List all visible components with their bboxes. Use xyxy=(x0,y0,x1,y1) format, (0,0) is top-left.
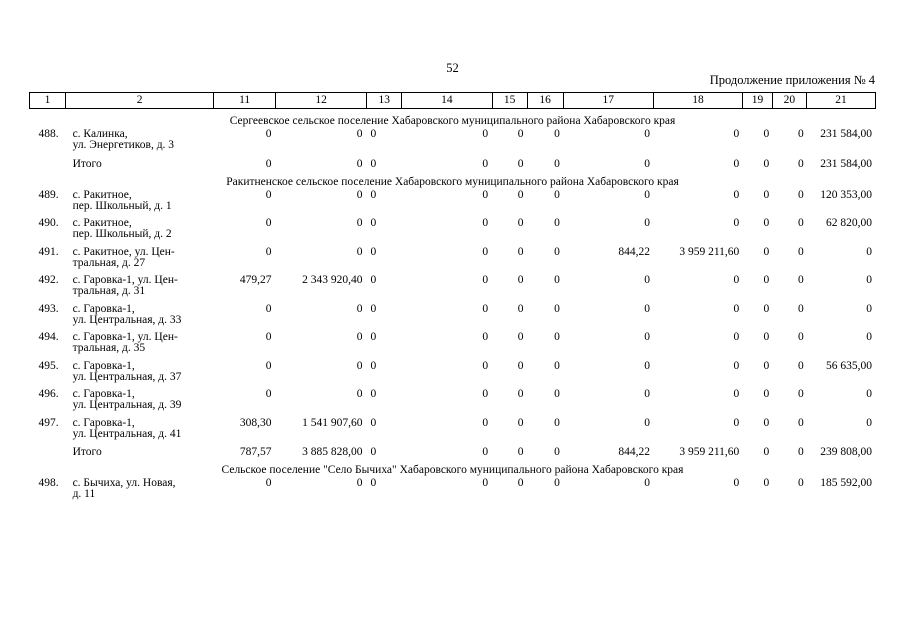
row-number xyxy=(29,447,66,462)
address-cell xyxy=(66,478,214,507)
total-cell-15: 0 xyxy=(517,446,524,458)
value-cell-14: 0 xyxy=(482,245,489,258)
row-number: 493. xyxy=(38,302,59,315)
value-cell-15: 0 xyxy=(517,477,524,489)
total-cell-19: 0 xyxy=(763,157,770,170)
table-row xyxy=(29,389,876,418)
table-row xyxy=(29,332,876,361)
column-header-15: 15 xyxy=(493,93,528,108)
address-line-2: ул. Центральная, д. 37 xyxy=(72,370,182,383)
value-cell-19: 0 xyxy=(763,274,770,286)
total-cell-14: 0 xyxy=(482,446,489,458)
value-cell-11: 0 xyxy=(265,217,272,229)
value-cell-14: 0 xyxy=(482,388,489,400)
row-number: 496. xyxy=(38,388,59,400)
address-line-1: с. Ракитное, xyxy=(72,217,132,229)
value-cell-16: 0 xyxy=(554,188,560,201)
value-cell-18: 0 xyxy=(733,388,740,400)
section-title: Сергеевское сельское поселение Хабаровского муниципального района Хабаровского края xyxy=(229,115,676,127)
address-line-1: с. Ракитное, xyxy=(72,188,132,201)
value-cell-16: 0 xyxy=(554,302,560,315)
address-cell xyxy=(66,389,214,418)
value-cell-13: 0 xyxy=(370,359,377,372)
value-cell-13: 0 xyxy=(370,331,377,343)
value-cell-12: 2 343 920,40 xyxy=(302,274,363,286)
value-cell-15: 0 xyxy=(517,217,524,229)
value-cell-13: 0 xyxy=(370,274,377,286)
table-row xyxy=(29,190,876,219)
section-title: Сельское поселение "Село Бычиха" Хабаровского муниципального района Хабаровского края xyxy=(221,464,684,476)
value-cell-20: 0 xyxy=(797,388,804,400)
value-cell-16: 0 xyxy=(554,128,560,140)
value-cell-13: 0 xyxy=(370,217,377,229)
address-line-2: тральная, д. 31 xyxy=(72,285,146,297)
value-cell-15: 0 xyxy=(517,388,524,400)
address-cell xyxy=(66,247,214,276)
column-header-19: 19 xyxy=(743,93,773,108)
row-number xyxy=(29,159,66,174)
value-cell-15: 0 xyxy=(517,359,524,372)
value-cell-12: 1 541 907,60 xyxy=(302,416,363,429)
section-title: Ракитненское сельское поселение Хабаровского муниципального района Хабаровского края xyxy=(226,175,679,188)
value-cell-14: 0 xyxy=(482,188,489,201)
table-row xyxy=(29,247,876,276)
table-row xyxy=(29,361,876,390)
value-cell-20: 0 xyxy=(797,188,804,201)
value-cell-19: 0 xyxy=(763,388,770,400)
address-line-2: пер. Школьный, д. 2 xyxy=(72,228,172,240)
value-cell-12: 0 xyxy=(356,331,363,343)
value-cell-12: 0 xyxy=(356,245,363,258)
value-cell-16: 0 xyxy=(554,359,560,372)
value-cell-18: 0 xyxy=(733,477,740,489)
value-cell-14: 0 xyxy=(482,302,489,315)
value-cell-20: 0 xyxy=(797,477,804,489)
address-line-1: с. Гаровка-1, xyxy=(72,359,135,372)
value-cell-12: 0 xyxy=(356,359,363,372)
address-line-1: с. Гаровка-1, xyxy=(72,388,135,400)
value-cell-21: 0 xyxy=(866,274,872,286)
value-cell-19: 0 xyxy=(763,128,770,140)
value-cell-19: 0 xyxy=(763,359,770,372)
value-cell-17: 0 xyxy=(644,217,651,229)
appendix-note: Продолжение приложения № 4 xyxy=(709,73,875,87)
value-cell-20: 0 xyxy=(797,128,804,140)
address-line-2: ул. Центральная, д. 41 xyxy=(72,427,182,440)
value-cell-19: 0 xyxy=(763,416,770,429)
address-line-2: пер. Школьный, д. 1 xyxy=(72,199,172,212)
value-cell-12: 0 xyxy=(356,302,363,315)
table-row xyxy=(29,275,876,304)
total-row xyxy=(29,159,876,174)
address-cell xyxy=(66,218,214,247)
value-cell-14: 0 xyxy=(482,274,489,286)
value-cell-21: 56 635,00 xyxy=(825,359,872,372)
table-row xyxy=(29,129,876,158)
value-cell-15: 0 xyxy=(517,274,524,286)
value-cell-18: 0 xyxy=(733,217,740,229)
value-cell-14: 0 xyxy=(482,331,489,343)
total-cell-21: 231 584,00 xyxy=(820,157,872,170)
value-cell-17: 844,22 xyxy=(618,245,651,258)
total-cell-14: 0 xyxy=(482,157,489,170)
value-cell-14: 0 xyxy=(482,359,489,372)
address-line-1: с. Гаровка-1, xyxy=(72,302,135,315)
value-cell-18: 0 xyxy=(733,188,740,201)
value-cell-13: 0 xyxy=(370,128,377,140)
column-header-18: 18 xyxy=(654,93,743,108)
value-cell-21: 185 592,00 xyxy=(820,477,872,489)
column-header-20: 20 xyxy=(773,93,807,108)
value-cell-18: 0 xyxy=(733,302,740,315)
column-header-2: 2 xyxy=(66,93,214,108)
value-cell-13: 0 xyxy=(370,477,377,489)
value-cell-13: 0 xyxy=(370,416,377,429)
total-cell-18: 3 959 211,60 xyxy=(679,446,740,458)
value-cell-16: 0 xyxy=(554,274,560,286)
column-header-17: 17 xyxy=(564,93,654,108)
value-cell-21: 120 353,00 xyxy=(820,188,872,201)
address-line-2: д. 11 xyxy=(72,488,96,500)
row-number: 488. xyxy=(38,128,59,140)
value-cell-16: 0 xyxy=(554,217,560,229)
total-cell-17: 844,22 xyxy=(618,446,651,458)
value-cell-11: 0 xyxy=(265,128,272,140)
value-cell-16: 0 xyxy=(554,245,560,258)
value-cell-21: 62 820,00 xyxy=(825,217,872,229)
page-number: 52 xyxy=(446,61,459,75)
value-cell-21: 231 584,00 xyxy=(820,128,872,140)
column-header-12: 12 xyxy=(276,93,367,108)
column-header-1: 1 xyxy=(30,93,66,108)
total-cell-11: 0 xyxy=(265,157,272,170)
total-cell-11: 787,57 xyxy=(239,446,272,458)
address-cell xyxy=(66,418,214,447)
value-cell-17: 0 xyxy=(644,274,651,286)
row-number: 498. xyxy=(38,477,59,489)
value-cell-21: 0 xyxy=(866,388,872,400)
value-cell-14: 0 xyxy=(482,217,489,229)
total-cell-15: 0 xyxy=(517,157,524,170)
value-cell-20: 0 xyxy=(797,359,804,372)
value-cell-12: 0 xyxy=(356,188,363,201)
value-cell-12: 0 xyxy=(356,477,363,489)
address-line-1: с. Гаровка-1, ул. Цен- xyxy=(72,331,178,343)
column-header-14: 14 xyxy=(402,93,492,108)
value-cell-13: 0 xyxy=(370,245,377,258)
value-cell-15: 0 xyxy=(517,128,524,140)
value-cell-17: 0 xyxy=(644,188,651,201)
value-cell-21: 0 xyxy=(866,416,872,429)
address-line-2: тральная, д. 35 xyxy=(72,342,146,354)
address-cell xyxy=(66,304,214,333)
value-cell-11: 0 xyxy=(265,245,272,258)
table-header-row xyxy=(29,92,876,109)
value-cell-19: 0 xyxy=(763,477,770,489)
total-cell-13: 0 xyxy=(370,157,377,170)
value-cell-12: 0 xyxy=(356,217,363,229)
row-number: 489. xyxy=(38,188,59,201)
value-cell-13: 0 xyxy=(370,188,377,201)
total-row xyxy=(29,447,876,462)
table-row xyxy=(29,218,876,247)
table-row xyxy=(29,478,876,507)
value-cell-11: 0 xyxy=(265,359,272,372)
column-header-11: 11 xyxy=(214,93,276,108)
total-cell-13: 0 xyxy=(370,446,377,458)
value-cell-18: 0 xyxy=(733,274,740,286)
row-number: 490. xyxy=(38,217,59,229)
address-cell xyxy=(66,129,214,158)
value-cell-15: 0 xyxy=(517,245,524,258)
address-line-1: с. Гаровка-1, ул. Цен- xyxy=(72,274,178,286)
value-cell-15: 0 xyxy=(517,302,524,315)
total-cell-21: 239 808,00 xyxy=(820,446,872,458)
value-cell-11: 308,30 xyxy=(239,416,272,429)
address-line-2: тральная, д. 27 xyxy=(72,256,146,269)
value-cell-20: 0 xyxy=(797,331,804,343)
value-cell-21: 0 xyxy=(866,331,872,343)
total-cell-16: 0 xyxy=(554,157,560,170)
value-cell-20: 0 xyxy=(797,245,804,258)
row-number: 492. xyxy=(38,274,59,286)
total-label: Итого xyxy=(72,446,102,458)
value-cell-11: 479,27 xyxy=(239,274,272,286)
value-cell-15: 0 xyxy=(517,331,524,343)
value-cell-16: 0 xyxy=(554,477,560,489)
address-cell xyxy=(66,275,214,304)
value-cell-18: 0 xyxy=(733,416,740,429)
total-cell-17: 0 xyxy=(644,157,651,170)
row-number: 494. xyxy=(38,331,59,343)
row-number: 497. xyxy=(38,416,59,429)
total-cell-20: 0 xyxy=(797,157,804,170)
value-cell-16: 0 xyxy=(554,416,560,429)
value-cell-21: 0 xyxy=(866,302,872,315)
total-cell-18: 0 xyxy=(733,157,740,170)
value-cell-17: 0 xyxy=(644,302,651,315)
address-cell xyxy=(66,190,214,219)
total-cell-16: 0 xyxy=(554,446,560,458)
value-cell-17: 0 xyxy=(644,331,651,343)
value-cell-20: 0 xyxy=(797,274,804,286)
row-number: 491. xyxy=(38,245,59,258)
value-cell-19: 0 xyxy=(763,188,770,201)
value-cell-17: 0 xyxy=(644,416,651,429)
value-cell-11: 0 xyxy=(265,388,272,400)
total-cell-20: 0 xyxy=(797,446,804,458)
value-cell-12: 0 xyxy=(356,128,363,140)
value-cell-16: 0 xyxy=(554,388,560,400)
address-line-1: с. Бычиха, ул. Новая, xyxy=(72,477,176,489)
value-cell-13: 0 xyxy=(370,388,377,400)
address-line-1: с. Гаровка-1, xyxy=(72,416,135,429)
value-cell-12: 0 xyxy=(356,388,363,400)
value-cell-18: 0 xyxy=(733,331,740,343)
value-cell-18: 0 xyxy=(733,128,740,140)
address-line-2: ул. Энергетиков, д. 3 xyxy=(72,139,175,151)
value-cell-14: 0 xyxy=(482,128,489,140)
value-cell-17: 0 xyxy=(644,388,651,400)
column-header-21: 21 xyxy=(835,94,847,106)
value-cell-19: 0 xyxy=(763,217,770,229)
total-cell-12: 3 885 828,00 xyxy=(302,446,363,458)
address-line-2: ул. Центральная, д. 33 xyxy=(72,313,182,326)
value-cell-19: 0 xyxy=(763,245,770,258)
value-cell-11: 0 xyxy=(265,331,272,343)
total-cell-12: 0 xyxy=(356,157,363,170)
value-cell-11: 0 xyxy=(265,477,272,489)
value-cell-17: 0 xyxy=(644,128,651,140)
value-cell-18: 3 959 211,60 xyxy=(679,245,740,258)
total-cell-19: 0 xyxy=(763,446,770,458)
value-cell-18: 0 xyxy=(733,359,740,372)
value-cell-17: 0 xyxy=(644,477,651,489)
address-cell xyxy=(66,361,214,390)
value-cell-21: 0 xyxy=(866,245,872,258)
value-cell-19: 0 xyxy=(763,302,770,315)
column-header-16: 16 xyxy=(528,93,564,108)
value-cell-20: 0 xyxy=(797,302,804,315)
table-row xyxy=(29,418,876,447)
value-cell-20: 0 xyxy=(797,416,804,429)
address-cell xyxy=(66,332,214,361)
table-body xyxy=(29,114,876,507)
value-cell-15: 0 xyxy=(517,188,524,201)
value-cell-19: 0 xyxy=(763,331,770,343)
value-cell-14: 0 xyxy=(482,416,489,429)
value-cell-16: 0 xyxy=(554,331,560,343)
value-cell-15: 0 xyxy=(517,416,524,429)
value-cell-13: 0 xyxy=(370,302,377,315)
value-cell-20: 0 xyxy=(797,217,804,229)
value-cell-11: 0 xyxy=(265,302,272,315)
address-line-2: ул. Центральная, д. 39 xyxy=(72,399,182,411)
row-number: 495. xyxy=(38,359,59,372)
address-line-1: с. Ракитное, ул. Цен- xyxy=(72,245,175,258)
column-header-13: 13 xyxy=(367,93,402,108)
value-cell-11: 0 xyxy=(265,188,272,201)
address-line-1: с. Калинка, xyxy=(72,128,128,140)
value-cell-14: 0 xyxy=(482,477,489,489)
value-cell-17: 0 xyxy=(644,359,651,372)
total-label: Итого xyxy=(72,157,102,170)
table-row xyxy=(29,304,876,333)
